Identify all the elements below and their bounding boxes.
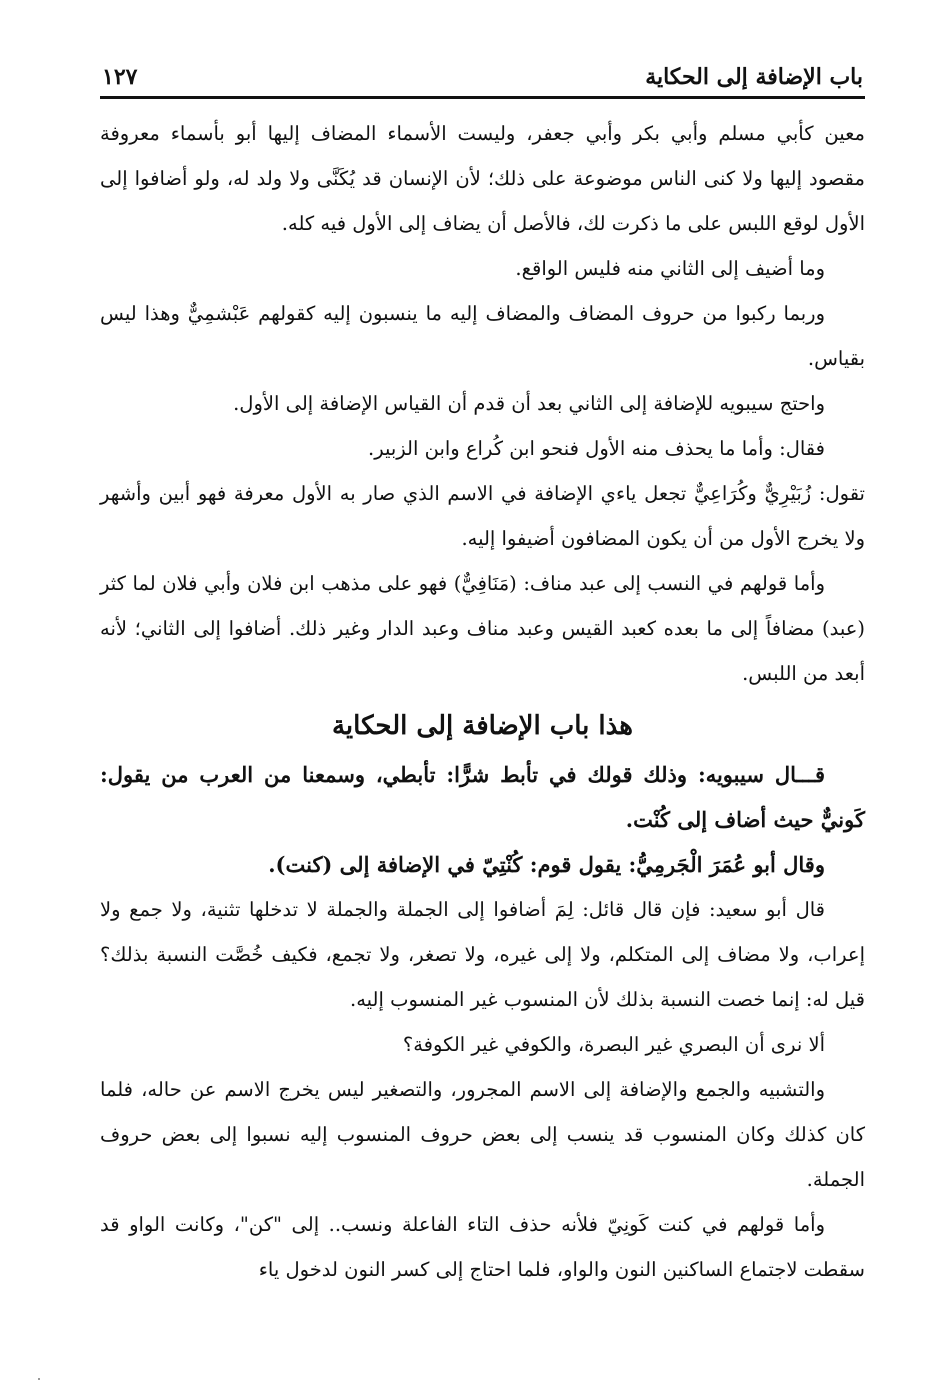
paragraph: ألا نرى أن البصري غير البصرة، والكوفي غير الكوفة؟: [402, 1033, 825, 1056]
section-heading: هذا باب الإضافة إلى الحكاية: [331, 711, 634, 741]
paragraph: فقال: وأما ما يحذف منه الأول فنحو ابن كُراع وابن الزبير.: [368, 437, 825, 460]
running-title: باب الإضافة إلى الحكاية: [645, 64, 863, 90]
paragraph: معين كأبي مسلم وأبي بكر وأبي جعفر، وليست الأسماء المضاف إليها أبو بأسماء معروفة مقصود إليها ولا كنى الناس موضوعة على ذلك؛ لأن الإنسان قد يُكَنَّى ولا ولد له، ولو أضافوا إلى الأول لوقع اللبس على ما ذكرت لك، فالأصل أن يضاف إلى الأول فيه كله.: [100, 122, 865, 235]
body-text: [100, 111, 865, 1292]
quoted-paragraph: قـــال سيبويه: وذلك قولك في تأبط شرًّا: تأبطي، وسمعنا من العرب من يقول: كَونيٌّ حيث أضاف إلى كُنْت.: [100, 762, 865, 832]
running-header: [100, 40, 865, 99]
paragraph: قال أبو سعيد: فإن قال قائل: لِمَ أضافوا إلى الجملة والجملة لا تدخلها تثنية، ولا جمع ولا إعراب، ولا مضاف إلى المتكلم، ولا إلى غيره، ولا تصغر، ولا تجمع، فكيف خُصَّت النسبة بذلك؟ قيل له: إنما خصت النسبة بذلك لأن المنسوب غير المنسوب إليه.: [100, 898, 865, 1011]
paragraph: وأما قولهم في النسب إلى عبد مناف: (مَنَافِيٌّ) فهو على مذهب ابن فلان وأبي فلان لما كثر (عبد) مضافاً إلى ما بعده كعبد القيس وعبد مناف وعبد الدار وغير ذلك. أضافوا إلى الثاني؛ لأنه أبعد من اللبس.: [100, 572, 865, 685]
margin-mark: [38, 1378, 40, 1380]
paragraph: وربما ركبوا من حروف المضاف والمضاف إليه ما ينسبون إليه كقولهم عَبْشمِيٌّ وهذا ليس بقياس.: [100, 302, 865, 370]
paragraph: واحتج سيبويه للإضافة إلى الثاني بعد أن قدم أن القياس الإضافة إلى الأول.: [233, 392, 825, 415]
paragraph: تقول: زُبَيْرِيٌّ وكُرَاعِيٌّ تجعل ياءي الإضافة في الاسم الذي صار به الأول معرفة فهو أبين وأشهر ولا يخرج الأول من أن يكون المضافون أضيفوا إليه.: [100, 482, 865, 550]
paragraph: وأما قولهم في كنت كَونِيّ فلأنه حذف التاء الفاعلة ونسب.. إلى "كن"، وكانت الواو قد سقطت لاجتماع الساكنين النون والواو، فلما احتاج إلى كسر النون لدخول ياء: [100, 1213, 865, 1281]
paragraph: والتشبيه والجمع والإضافة إلى الاسم المجرور، والتصغير ليس يخرج الاسم عن حاله، فلما كان كذلك وكان المنسوب قد ينسب إلى بعض حروف المنسوب إليه نسبوا إلى بعض حروف الجملة.: [100, 1078, 865, 1191]
quoted-paragraph: وقال أبو عُمَرَ الْجَرمِيُّ: يقول قوم: كُنْتِيّ في الإضافة إلى (كنت).: [268, 852, 825, 877]
document-page: [100, 40, 865, 1292]
page-number: ١٢٧: [102, 64, 138, 90]
paragraph: وما أضيف إلى الثاني منه فليس الواقع.: [515, 257, 825, 280]
